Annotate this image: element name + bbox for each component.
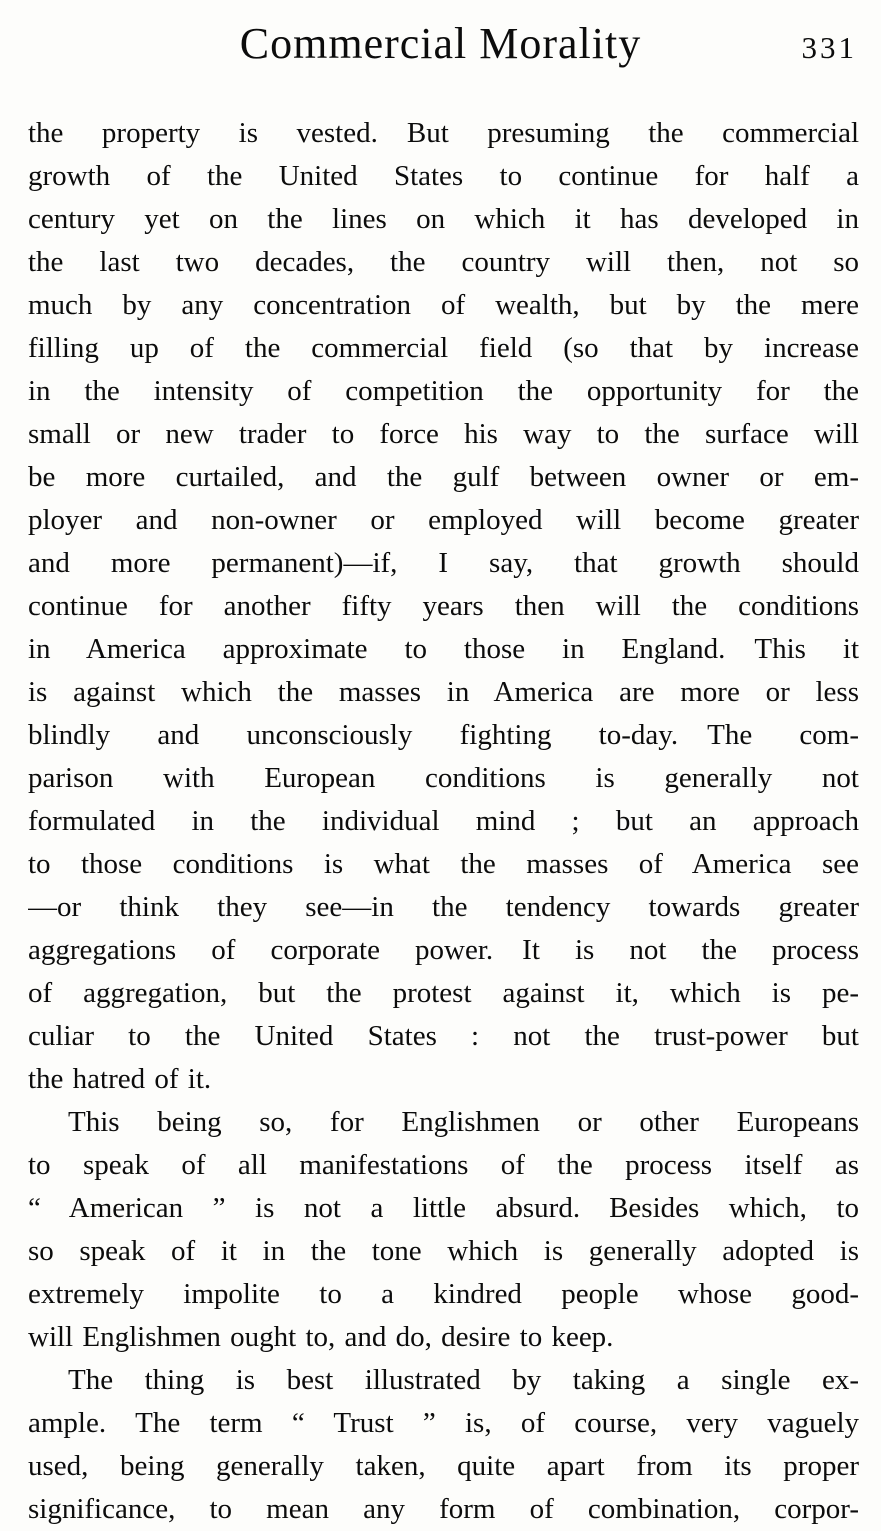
text-line: significance, to mean any form of combination, corpor- <box>28 1493 859 1525</box>
text-line: and more permanent)—if, I say, that growth should <box>28 547 859 579</box>
text-line: aggregations of corporate power. It is not the process <box>28 934 859 966</box>
running-header <box>0 14 881 80</box>
page-number: 331 <box>801 30 857 65</box>
text-line: ployer and non-owner or employed will become greater <box>28 504 859 536</box>
text-line: culiar to the United States : not the trust-power but <box>28 1020 859 1052</box>
text-line: in America approximate to those in England. This it <box>28 633 859 665</box>
text-line: century yet on the lines on which it has developed in <box>28 203 859 235</box>
text-line: so speak of it in the tone which is generally adopted is <box>28 1235 859 1267</box>
text-line: to those conditions is what the masses of America see <box>28 848 859 880</box>
text-line: continue for another fifty years then will the conditions <box>28 590 859 622</box>
text-line: small or new trader to force his way to the surface will <box>28 418 859 450</box>
text-line: filling up of the commercial field (so that by increase <box>28 332 859 364</box>
text-line: to speak of all manifestations of the process itself as <box>28 1149 859 1181</box>
text-line: will Englishmen ought to, and do, desire to keep. <box>28 1321 614 1353</box>
page-title: Commercial Morality <box>239 19 642 68</box>
text-line: of aggregation, but the protest against it, which is pe- <box>28 977 859 1009</box>
text-line: the last two decades, the country will then, not so <box>28 246 859 278</box>
text-line: used, being generally taken, quite apart from its proper <box>28 1450 859 1482</box>
text-line: extremely impolite to a kindred people whose good- <box>28 1278 859 1310</box>
text-line: parison with European conditions is generally not <box>28 762 859 794</box>
text-line: —or think they see—in the tendency towards greater <box>28 891 859 923</box>
text-line: “ American ” is not a little absurd. Besides which, to <box>28 1192 859 1224</box>
text-line: ample. The term “ Trust ” is, of course, very vaguely <box>28 1407 859 1439</box>
text-line: This being so, for Englishmen or other Europeans <box>68 1106 859 1138</box>
text-line: much by any concentration of wealth, but by the mere <box>28 289 859 321</box>
text-line: in the intensity of competition the opportunity for the <box>28 375 859 407</box>
text-line: formulated in the individual mind ; but an approach <box>28 805 859 837</box>
page-body <box>28 112 859 1531</box>
text-line: the property is vested. But presuming the commercial <box>28 117 859 149</box>
text-line: the hatred of it. <box>28 1063 212 1095</box>
text-line: The thing is best illustrated by taking a single ex- <box>68 1364 859 1396</box>
text-line: is against which the masses in America are more or less <box>28 676 859 708</box>
text-line: be more curtailed, and the gulf between owner or em- <box>28 461 859 493</box>
text-line: growth of the United States to continue for half a <box>28 160 859 192</box>
paragraph <box>28 1101 859 1359</box>
text-line: blindly and unconsciously fighting to-day. The com- <box>28 719 859 751</box>
paragraph <box>28 112 859 1101</box>
paragraph <box>28 1359 859 1531</box>
